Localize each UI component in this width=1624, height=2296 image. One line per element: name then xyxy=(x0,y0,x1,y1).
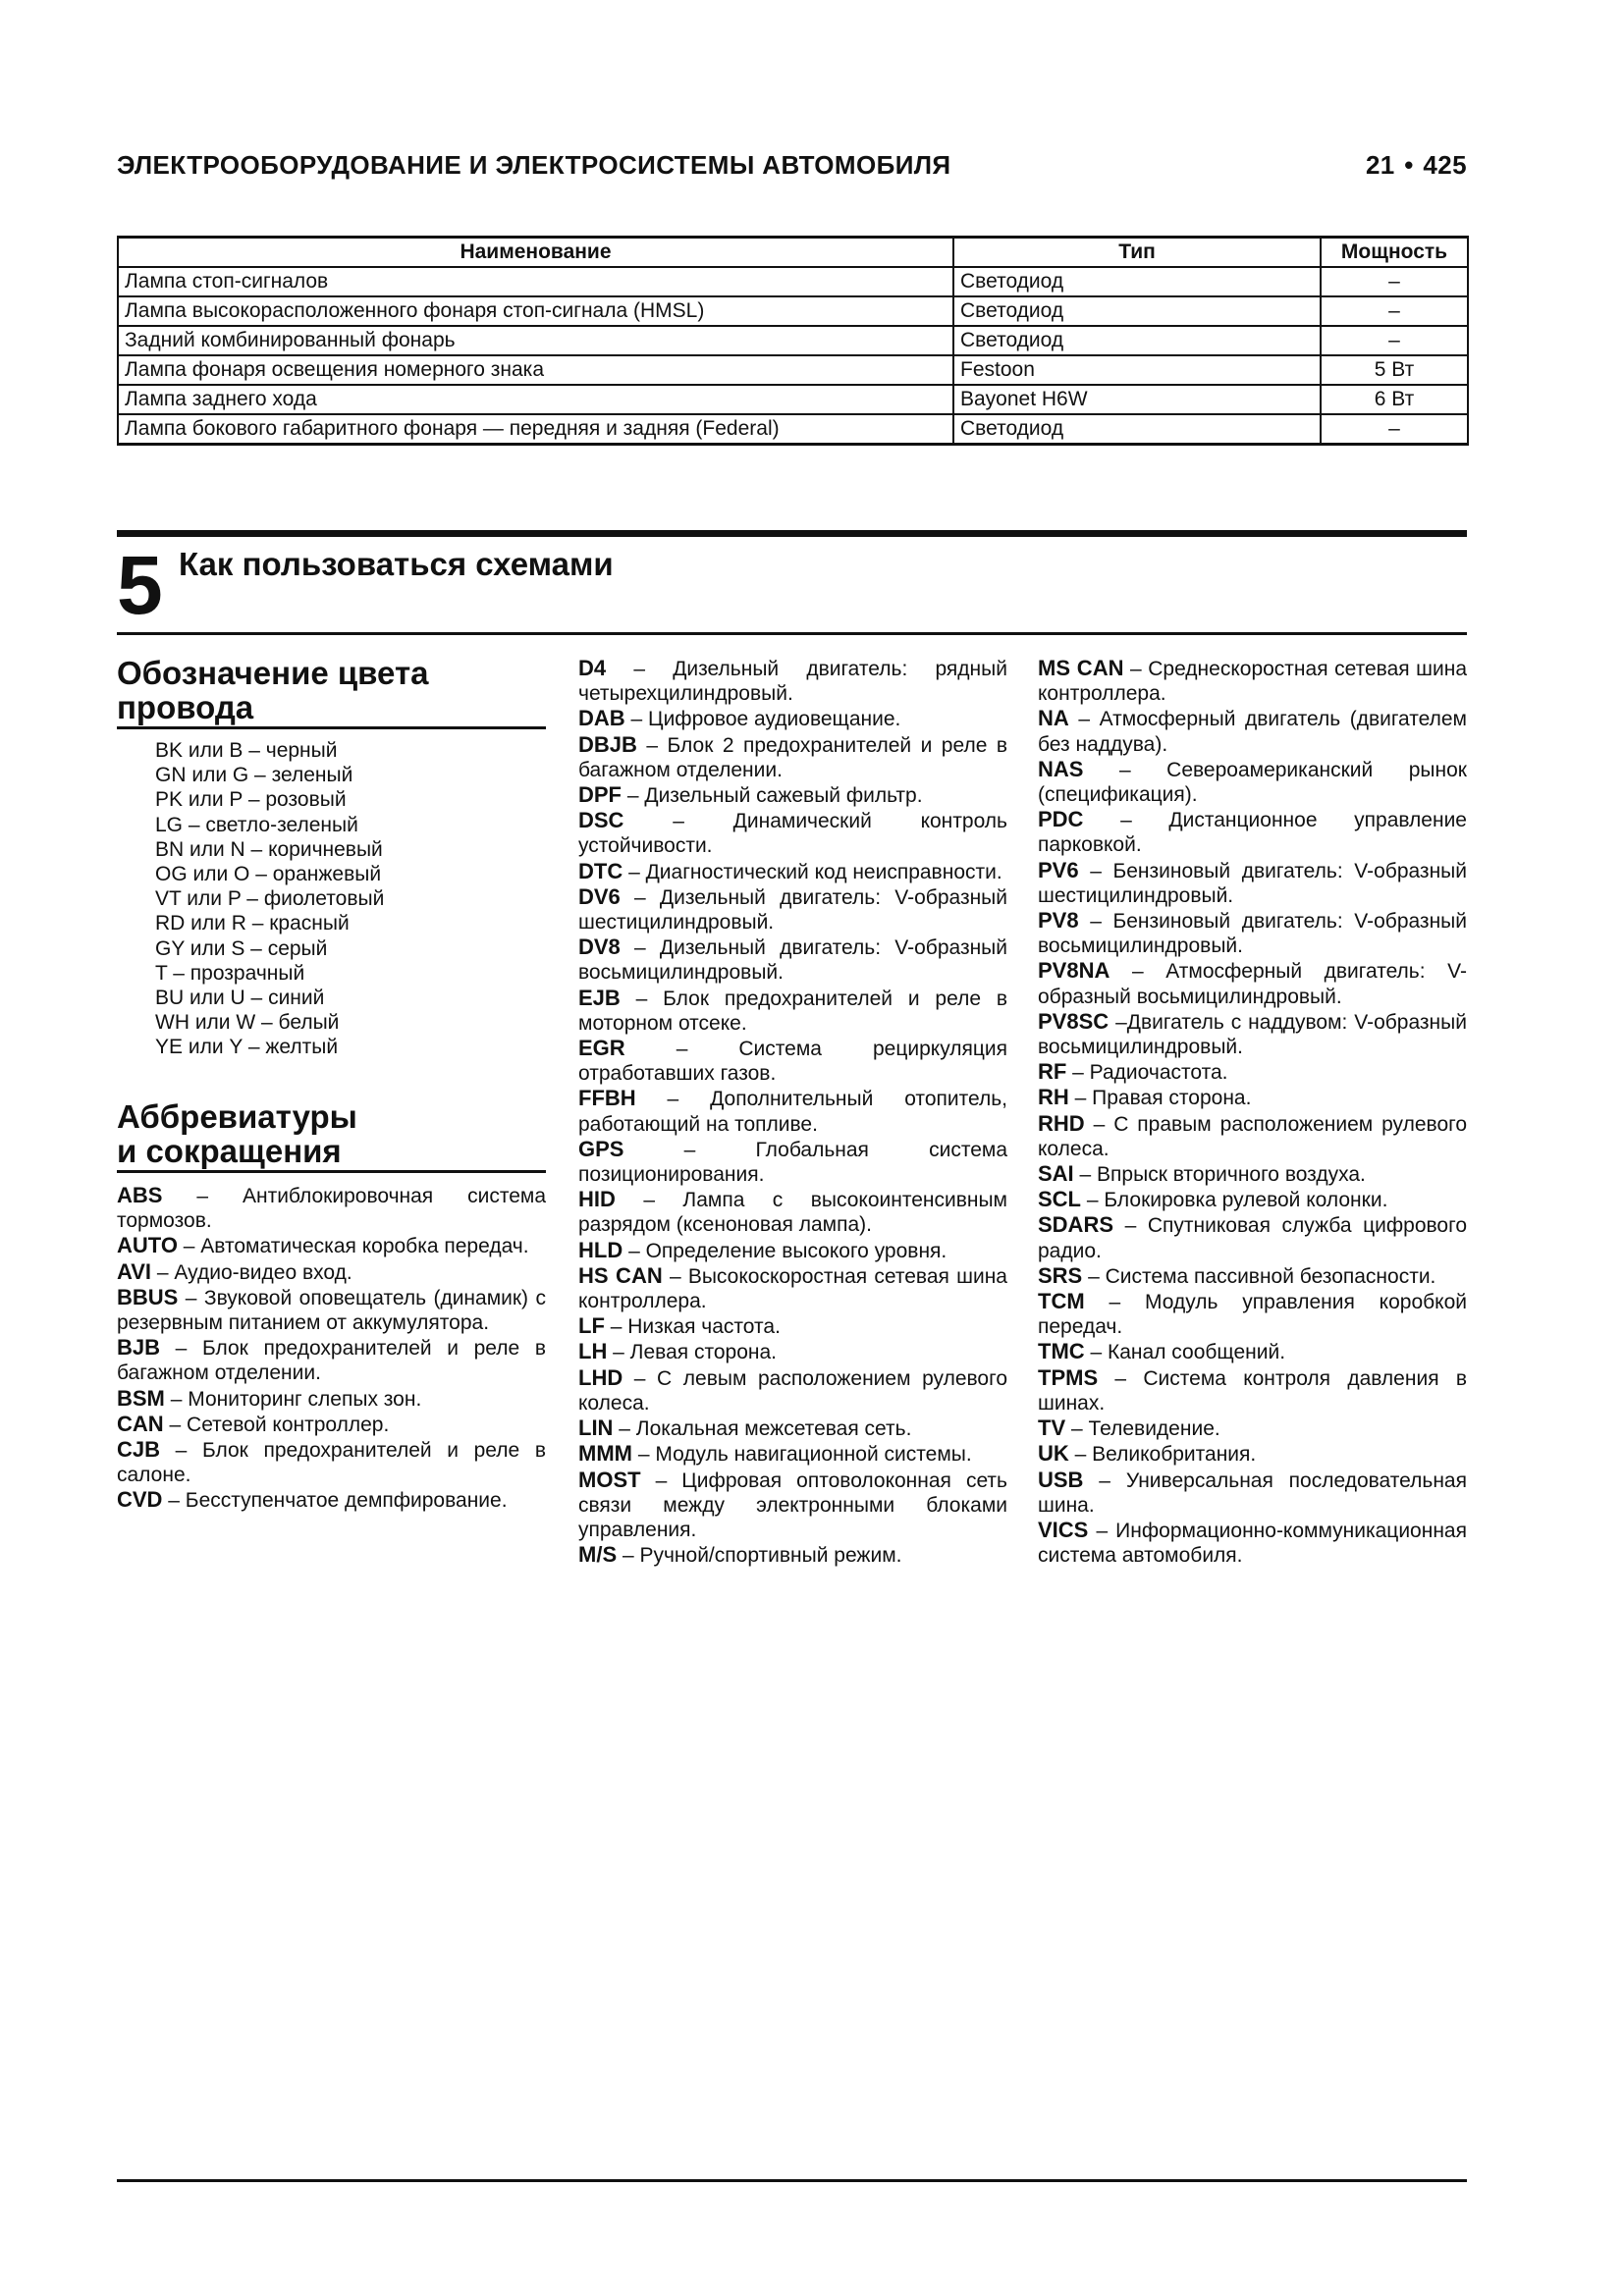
abbreviations-heading-line2: и сокращения xyxy=(117,1133,342,1169)
abbreviation-term: SAI xyxy=(1038,1161,1074,1187)
wire-color-item: OG или O – оранжевый xyxy=(155,863,382,886)
abbreviation-entry xyxy=(578,1365,1007,1415)
abbreviation-definition: – Звуковой оповещатель (динамик) с резервным питанием от аккумулятора. xyxy=(117,1286,546,1335)
abbreviation-entry xyxy=(1038,1187,1467,1212)
abbreviation-term: GPS xyxy=(578,1136,624,1161)
abbreviation-entry xyxy=(117,1412,546,1437)
abbreviation-term: PV6 xyxy=(1038,857,1079,882)
table-cell-power: – xyxy=(1321,296,1468,326)
abbreviation-definition: – Великобритания. xyxy=(1074,1443,1257,1467)
abbreviation-entry xyxy=(578,1339,1007,1364)
table-cell-type: Светодиод xyxy=(953,267,1321,296)
abbreviation-definition: – Блок 2 предохранителей и реле в багажном отделении. xyxy=(578,733,1007,781)
abbreviation-definition: – Дизельный двигатель: рядный четырехцилиндровый. xyxy=(578,658,1007,706)
abbreviation-term: PV8SC xyxy=(1038,1008,1110,1034)
abbreviation-entry xyxy=(117,1233,546,1258)
abbreviation-term: TCM xyxy=(1038,1289,1085,1314)
abbreviation-term: FFBH xyxy=(578,1086,636,1111)
abbreviation-term: MS CAN xyxy=(1038,656,1124,680)
abbreviation-term: DTC xyxy=(578,858,623,883)
abbreviation-definition: – Атмосферный двигатель (двигателем без наддува). xyxy=(1038,708,1467,756)
abbreviation-definition: – Блокировка рулевой колонки. xyxy=(1086,1189,1388,1212)
table-cell-power: – xyxy=(1321,414,1468,445)
abbreviation-term: CVD xyxy=(117,1487,163,1513)
abbreviation-entry xyxy=(1038,807,1467,857)
abbreviation-entry xyxy=(578,782,1007,808)
abbreviation-entry xyxy=(578,706,1007,731)
abbreviation-term: DV8 xyxy=(578,934,621,960)
page-number: 21 • 425 xyxy=(1365,149,1467,180)
table-cell-power: – xyxy=(1321,326,1468,355)
table-header-row xyxy=(118,238,1468,268)
abbreviation-definition: – Телевидение. xyxy=(1070,1417,1220,1441)
bulb-table xyxy=(117,236,1469,446)
abbreviation-definition: – Динамический контроль устойчивости. xyxy=(578,810,1007,858)
column-header-power: Мощность xyxy=(1321,238,1468,268)
wire-color-item: PK или P – розовый xyxy=(155,788,347,812)
abbreviation-entry xyxy=(578,1542,1007,1568)
table-cell-power: 6 Вт xyxy=(1321,385,1468,414)
wire-color-item: T – прозрачный xyxy=(155,961,305,985)
abbreviation-entry xyxy=(1038,1263,1467,1289)
wire-color-item: LG – светло-зеленый xyxy=(155,813,358,836)
abbreviation-entry xyxy=(1038,1415,1467,1441)
abbreviation-term: LIN xyxy=(578,1415,614,1441)
chapter-title: ЭЛЕКТРООБОРУДОВАНИЕ И ЭЛЕКТРОСИСТЕМЫ АВТОМОБИЛЯ xyxy=(117,149,951,180)
abbreviation-definition: – Модуль навигационной системы. xyxy=(637,1443,972,1467)
abbreviation-definition: – Система пассивной безопасности. xyxy=(1088,1264,1436,1288)
abbreviation-definition: – Среднескоростная сетевая шина контроллера. xyxy=(1038,658,1468,706)
abbreviation-definition: – Североамериканский рынок (спецификация). xyxy=(1038,758,1467,807)
table-row xyxy=(118,355,1468,385)
abbreviation-term: DAB xyxy=(578,706,625,731)
abbreviation-entry xyxy=(1038,858,1467,908)
abbreviation-entry xyxy=(1038,1365,1467,1415)
abbreviations-heading xyxy=(117,1099,546,1173)
abbreviation-term: AUTO xyxy=(117,1233,178,1258)
abbreviation-entry xyxy=(578,1313,1007,1339)
abbreviation-definition: – Левая сторона. xyxy=(613,1341,777,1364)
abbreviation-entry xyxy=(117,1335,546,1385)
table-cell-name: Лампа высокорасположенного фонаря стоп-сигнала (HMSL) xyxy=(118,296,953,326)
abbreviation-term: CJB xyxy=(117,1437,161,1463)
abbreviation-term: HS CAN xyxy=(578,1262,663,1288)
abbreviation-definition: – Универсальная последовательная шина. xyxy=(1038,1468,1467,1517)
abbreviation-term: D4 xyxy=(578,656,607,680)
abbreviation-definition: – Дизельный двигатель: V-образный восьмицилиндровый. xyxy=(578,936,1007,985)
abbreviation-definition: – Бензиновый двигатель: V-образный шестицилиндровый. xyxy=(1038,859,1467,907)
abbreviation-definition: – Высокоскоростная сетевая шина контроллера. xyxy=(578,1264,1007,1313)
wire-colors-heading xyxy=(117,656,546,729)
abbreviation-entry xyxy=(578,986,1007,1036)
abbreviation-term: PV8 xyxy=(1038,908,1079,934)
abbreviation-term: PDC xyxy=(1038,807,1084,832)
abbreviation-entry xyxy=(1038,1212,1467,1262)
abbreviation-term: BSM xyxy=(117,1385,165,1411)
abbreviation-entry xyxy=(1038,656,1467,706)
abbreviation-definition: – Диагностический код неисправности. xyxy=(628,860,1002,883)
abbreviation-entry xyxy=(1038,706,1467,756)
abbreviation-definition: – Ручной/спортивный режим. xyxy=(622,1544,902,1568)
abbreviation-entry xyxy=(1038,1289,1467,1339)
abbreviation-entry xyxy=(578,934,1007,985)
wire-colors-list xyxy=(155,738,384,1060)
abbreviation-term: UK xyxy=(1038,1441,1069,1467)
abbreviation-term: AVI xyxy=(117,1258,152,1284)
abbreviation-term: DSC xyxy=(578,808,624,833)
table-cell-name: Лампа бокового габаритного фонаря — передняя и задняя (Federal) xyxy=(118,414,953,445)
abbreviation-entry xyxy=(117,1259,546,1285)
table-cell-power: 5 Вт xyxy=(1321,355,1468,385)
section-divider xyxy=(117,632,1467,635)
column-header-type: Тип xyxy=(953,238,1321,268)
abbreviation-definition: – Модуль управления коробкой передач. xyxy=(1038,1291,1467,1339)
abbreviation-term: ABS xyxy=(117,1183,163,1207)
section-number: 5 xyxy=(117,539,163,631)
abbreviations-column-2 xyxy=(578,656,1007,1568)
abbreviation-definition: – Атмосферный двигатель: V-образный восьмицилиндровый. xyxy=(1038,960,1468,1008)
abbreviation-term: DBJB xyxy=(578,731,637,757)
abbreviation-definition: – Антиблокировочная система тормозов. xyxy=(117,1185,546,1233)
table-cell-type: Festoon xyxy=(953,355,1321,385)
abbreviation-definition: – Дизельный сажевый фильтр. xyxy=(626,784,923,808)
abbreviation-entry xyxy=(117,1285,546,1335)
abbreviation-definition: – Сетевой контроллер. xyxy=(169,1413,390,1436)
abbreviation-term: CAN xyxy=(117,1411,164,1436)
abbreviation-definition: – Глобальная система позиционирования. xyxy=(578,1138,1007,1187)
abbreviation-definition: – Правая сторона. xyxy=(1074,1087,1252,1110)
abbreviation-entry xyxy=(1038,1339,1467,1364)
table-cell-type: Светодиод xyxy=(953,414,1321,445)
table-row xyxy=(118,267,1468,296)
abbreviation-entry xyxy=(1038,757,1467,807)
abbreviation-entry xyxy=(578,884,1007,934)
abbreviation-definition: – Канал сообщений. xyxy=(1090,1341,1286,1364)
abbreviation-definition: – Автоматическая коробка передач. xyxy=(183,1235,529,1258)
abbreviation-definition: –Двигатель с наддувом: V-образный восьмицилиндровый. xyxy=(1038,1010,1467,1059)
abbreviation-definition: – Дизельный двигатель: V-образный шестицилиндровый. xyxy=(578,885,1007,934)
wire-color-item: GY или S – серый xyxy=(155,936,328,960)
abbreviation-definition: – Дистанционное управление парковкой. xyxy=(1038,809,1467,857)
abbreviation-term: NAS xyxy=(1038,756,1084,781)
abbreviation-term: TV xyxy=(1038,1415,1066,1441)
abbreviation-entry xyxy=(578,1468,1007,1543)
abbreviation-term: BBUS xyxy=(117,1284,179,1309)
wire-color-item: BN или N – коричневый xyxy=(155,837,383,861)
abbreviation-term: LH xyxy=(578,1339,608,1364)
abbreviation-term: MMM xyxy=(578,1441,632,1467)
wire-color-item: GN или G – зеленый xyxy=(155,764,353,787)
abbreviation-definition: – Блок предохранителей и реле в багажном отделении. xyxy=(117,1337,546,1385)
table-cell-type: Bayonet H6W xyxy=(953,385,1321,414)
abbreviation-entry xyxy=(578,1036,1007,1086)
abbreviation-term: DPF xyxy=(578,782,622,808)
abbreviation-definition: – Впрыск вторичного воздуха. xyxy=(1079,1163,1366,1187)
abbreviation-term: DV6 xyxy=(578,883,621,909)
abbreviation-entry xyxy=(578,808,1007,858)
column-header-name: Наименование xyxy=(118,238,953,268)
abbreviation-entry xyxy=(578,1238,1007,1263)
wire-colors-heading-line1: Обозначение цвета xyxy=(117,655,429,691)
section-rule xyxy=(117,530,1467,537)
table-cell-name: Задний комбинированный фонарь xyxy=(118,326,953,355)
wire-color-item: WH или W – белый xyxy=(155,1011,340,1035)
abbreviation-term: TPMS xyxy=(1038,1364,1099,1390)
table-cell-name: Лампа фонаря освещения номерного знака xyxy=(118,355,953,385)
abbreviation-term: USB xyxy=(1038,1467,1084,1492)
abbreviation-definition: – Лампа с высокоинтенсивным разрядом (ксеноновая лампа). xyxy=(578,1189,1007,1237)
abbreviation-entry xyxy=(117,1437,546,1487)
abbreviations-column-3 xyxy=(1038,656,1467,1568)
abbreviation-definition: – Локальная межсетевая сеть. xyxy=(619,1417,912,1441)
abbreviation-definition: – Дополнительный отопитель, работающий на топливе. xyxy=(578,1088,1007,1136)
wire-color-item: RD или R – красный xyxy=(155,912,350,935)
abbreviation-definition: – С левым расположением рулевого колеса. xyxy=(578,1366,1007,1415)
abbreviation-definition: – Система рециркуляция отработавших газов. xyxy=(578,1038,1007,1086)
abbreviation-entry xyxy=(1038,1161,1467,1187)
abbreviation-entry xyxy=(578,656,1007,706)
abbreviation-entry xyxy=(1038,1059,1467,1085)
abbreviation-definition: – Определение высокого уровня. xyxy=(628,1239,947,1262)
abbreviation-term: RF xyxy=(1038,1059,1067,1085)
abbreviation-entry xyxy=(578,1086,1007,1136)
abbreviation-term: M/S xyxy=(578,1542,618,1568)
table-cell-name: Лампа заднего хода xyxy=(118,385,953,414)
running-header xyxy=(117,147,1467,183)
table-row xyxy=(118,414,1468,445)
abbreviation-term: HLD xyxy=(578,1237,623,1262)
abbreviations-column-1 xyxy=(117,1183,546,1514)
abbreviation-entry xyxy=(578,732,1007,782)
wire-colors-heading-line2: провода xyxy=(117,689,254,725)
abbreviation-entry xyxy=(1038,1085,1467,1110)
abbreviation-term: EJB xyxy=(578,985,621,1010)
abbreviation-definition: – Спутниковая служба цифрового радио. xyxy=(1038,1214,1467,1262)
abbreviation-definition: – Блок предохранителей и реле в моторном отсеке. xyxy=(578,987,1007,1035)
abbreviation-term: RH xyxy=(1038,1085,1069,1110)
table-row xyxy=(118,326,1468,355)
abbreviation-entry xyxy=(117,1183,546,1233)
abbreviation-entry xyxy=(117,1487,546,1513)
section-title: Как пользоваться схемами xyxy=(179,546,614,582)
abbreviation-entry xyxy=(578,1441,1007,1467)
abbreviation-entry xyxy=(1038,1441,1467,1467)
abbreviation-definition: – Аудио-видео вход. xyxy=(156,1260,352,1284)
abbreviation-term: EGR xyxy=(578,1036,625,1061)
abbreviation-definition: – Система контроля давления в шинах. xyxy=(1038,1366,1467,1415)
abbreviation-definition: – Информационно-коммуникационная система автомобиля. xyxy=(1038,1519,1467,1568)
abbreviation-entry xyxy=(578,1187,1007,1237)
abbreviation-term: VICS xyxy=(1038,1517,1089,1542)
abbreviation-term: NA xyxy=(1038,706,1069,731)
abbreviation-definition: – Радиочастота. xyxy=(1072,1061,1228,1085)
abbreviation-term: TMC xyxy=(1038,1339,1085,1364)
abbreviation-term: SCL xyxy=(1038,1187,1081,1212)
abbreviation-entry xyxy=(578,1415,1007,1441)
abbreviation-definition: – Низкая частота. xyxy=(610,1315,781,1339)
abbreviation-entry xyxy=(1038,1111,1467,1161)
wire-color-item: YE или Y – желтый xyxy=(155,1036,339,1059)
abbreviation-entry xyxy=(1038,1009,1467,1059)
abbreviation-term: SRS xyxy=(1038,1262,1083,1288)
abbreviation-entry xyxy=(1038,1468,1467,1518)
abbreviation-term: LF xyxy=(578,1313,605,1339)
abbreviation-definition: – Цифровое аудиовещание. xyxy=(630,708,901,731)
table-row xyxy=(118,385,1468,414)
abbreviation-definition: – Цифровая оптоволоконная сеть связи между электронными блоками управления. xyxy=(578,1468,1007,1541)
abbreviation-term: SDARS xyxy=(1038,1212,1114,1238)
abbreviation-term: PV8NA xyxy=(1038,958,1110,984)
abbreviation-entry xyxy=(578,859,1007,884)
abbreviation-entry xyxy=(1038,1518,1467,1568)
abbreviations-heading-line1: Аббревиатуры xyxy=(117,1098,357,1135)
table-row xyxy=(118,296,1468,326)
wire-color-item: VT или P – фиолетовый xyxy=(155,887,385,911)
wire-color-item: BK или B – черный xyxy=(155,739,338,762)
abbreviation-term: RHD xyxy=(1038,1110,1085,1136)
abbreviation-definition: – С правым расположением рулевого колеса. xyxy=(1038,1112,1468,1160)
abbreviation-term: HID xyxy=(578,1187,616,1212)
abbreviation-entry xyxy=(1038,958,1467,1008)
abbreviation-entry xyxy=(117,1386,546,1412)
table-cell-name: Лампа стоп-сигналов xyxy=(118,267,953,296)
table-cell-power: – xyxy=(1321,267,1468,296)
table-cell-type: Светодиод xyxy=(953,326,1321,355)
abbreviation-entry xyxy=(578,1263,1007,1313)
footer-rule xyxy=(117,2179,1467,2182)
wire-color-item: BU или U – синий xyxy=(155,987,325,1010)
abbreviation-entry xyxy=(578,1137,1007,1187)
abbreviation-term: BJB xyxy=(117,1335,161,1361)
abbreviation-definition: – Блок предохранителей и реле в салоне. xyxy=(117,1439,546,1487)
abbreviation-definition: – Бесступенчатое демпфирование. xyxy=(168,1489,508,1513)
abbreviation-definition: – Мониторинг слепых зон. xyxy=(170,1387,422,1411)
abbreviation-term: MOST xyxy=(578,1467,641,1492)
abbreviation-definition: – Бензиновый двигатель: V-образный восьмицилиндровый. xyxy=(1038,910,1467,958)
abbreviation-term: LHD xyxy=(578,1364,623,1390)
abbreviation-entry xyxy=(1038,908,1467,958)
table-cell-type: Светодиод xyxy=(953,296,1321,326)
